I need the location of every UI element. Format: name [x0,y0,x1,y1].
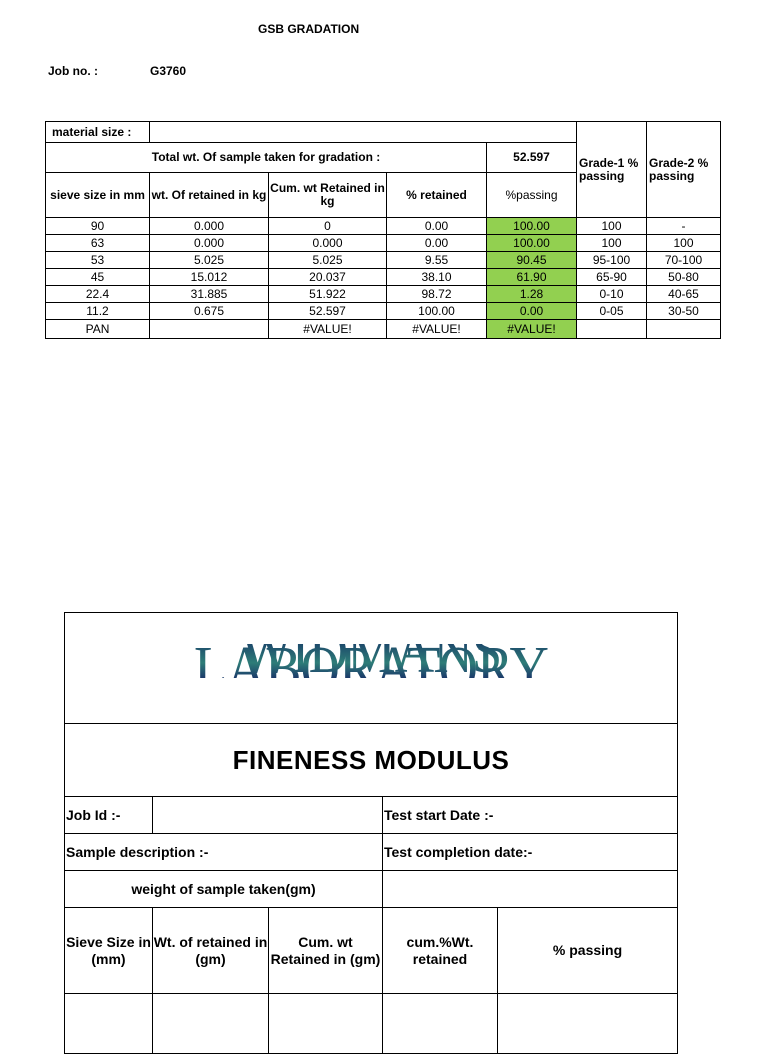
table-row [46,303,721,320]
col-percent-passing: % passing [498,908,678,994]
col-percent-passing: %passing [487,173,577,218]
total-weight-value: 52.597 [487,143,577,173]
grade2-cell: 40-65 [647,286,721,303]
table-row [46,235,721,252]
fineness-modulus-table [64,612,678,1054]
col-percent-retained: % retained [387,173,487,218]
cum-cell: 52.597 [269,303,387,320]
job-number-value: G3760 [150,64,187,78]
sieve-cell: 90 [46,218,150,235]
grade2-cell [647,320,721,339]
passing-cell: 1.28 [487,286,577,303]
grade2-cell: 100 [647,235,721,252]
grade2-cell: 30-50 [647,303,721,320]
retained-cell: 98.72 [387,286,487,303]
fineness-heading: FINENESS MODULUS [65,724,678,797]
grade2-cell: - [647,218,721,235]
wt-cell: 0.000 [150,218,269,235]
grade1-cell: 100 [577,235,647,252]
cum-cell: 20.037 [269,269,387,286]
sieve-cell: 53 [46,252,150,269]
grade1-cell: 0-05 [577,303,647,320]
test-start-date-label: Test start Date :- [383,797,678,834]
table-row [46,252,721,269]
wt-cell: 0.000 [150,235,269,252]
lab-logo-text: WIDMANS LABORATORY [102,644,641,678]
retained-cell: #VALUE! [387,320,487,339]
lab-logo [65,613,678,724]
col-cum-wt-retained: Cum. wt Retained in (gm) [269,908,383,994]
grade1-cell: 95-100 [577,252,647,269]
wt-cell: 5.025 [150,252,269,269]
gsb-gradation-table [45,121,721,339]
grade1-cell: 100 [577,218,647,235]
passing-cell: 61.90 [487,269,577,286]
passing-cell: 0.00 [487,303,577,320]
grade2-cell: 70-100 [647,252,721,269]
col-sieve-size: sieve size in mm [46,173,150,218]
col-wt-retained: Wt. of retained in (gm) [153,908,269,994]
page-title: GSB GRADATION [258,22,360,36]
job-id-input[interactable] [153,797,383,834]
col-sieve-size: Sieve Size in (mm) [65,908,153,994]
retained-cell: 38.10 [387,269,487,286]
sieve-cell: 22.4 [46,286,150,303]
wt-cell: 0.675 [150,303,269,320]
grade1-cell: 0-10 [577,286,647,303]
job-number-label: Job no. : [48,64,98,78]
grade1-cell: 65-90 [577,269,647,286]
cum-cell: 51.922 [269,286,387,303]
col-cum-wt-retained: Cum. wt Retained in kg [269,173,387,218]
sample-weight-input[interactable] [383,871,678,908]
table-row [46,269,721,286]
table-row [46,218,721,235]
job-id-label: Job Id :- [65,797,153,834]
passing-cell: 90.45 [487,252,577,269]
grade2-cell: 50-80 [647,269,721,286]
grade1-header: Grade-1 % passing [577,122,647,218]
table-row [46,320,721,339]
cum-cell: 5.025 [269,252,387,269]
cum-cell: 0 [269,218,387,235]
test-completion-date-label: Test completion date:- [383,834,678,871]
sample-description-label: Sample description :- [65,834,383,871]
cum-cell: #VALUE! [269,320,387,339]
material-size-label: material size : [46,122,150,143]
passing-cell: 100.00 [487,235,577,252]
wt-cell: 31.885 [150,286,269,303]
retained-cell: 0.00 [387,218,487,235]
sieve-cell: 11.2 [46,303,150,320]
passing-cell: 100.00 [487,218,577,235]
grade2-header: Grade-2 % passing [647,122,721,218]
sieve-cell: 45 [46,269,150,286]
retained-cell: 9.55 [387,252,487,269]
wt-cell [150,320,269,339]
sieve-cell: 63 [46,235,150,252]
total-weight-label: Total wt. Of sample taken for gradation : [46,143,487,173]
retained-cell: 0.00 [387,235,487,252]
retained-cell: 100.00 [387,303,487,320]
grade1-cell [577,320,647,339]
col-wt-retained: wt. Of retained in kg [150,173,269,218]
wt-cell: 15.012 [150,269,269,286]
col-cum-percent-retained: cum.%Wt. retained [383,908,498,994]
sample-weight-label: weight of sample taken(gm) [65,871,383,908]
passing-cell: #VALUE! [487,320,577,339]
table-row [46,286,721,303]
cum-cell: 0.000 [269,235,387,252]
material-size-value[interactable] [150,122,577,143]
sieve-cell: PAN [46,320,150,339]
